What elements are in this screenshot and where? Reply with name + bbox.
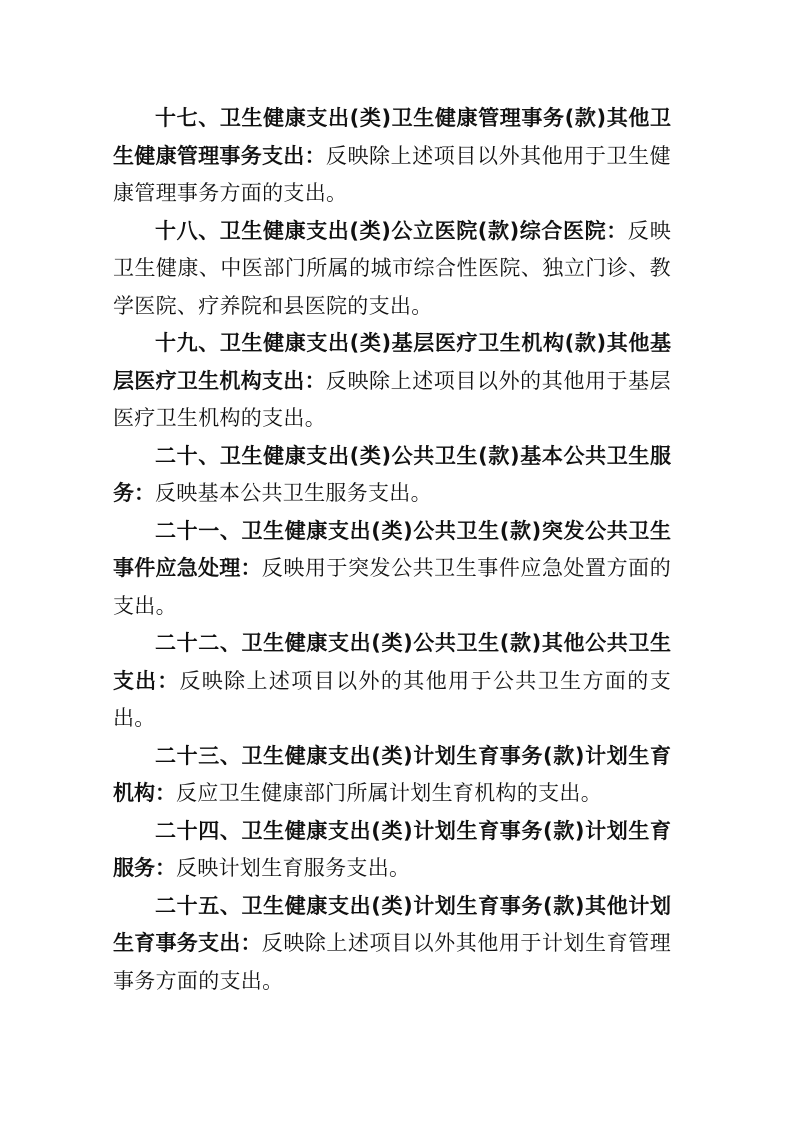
paragraph-25 (113, 888, 671, 1001)
paragraph-body: 反映除上述项目以外其他用于卫生健康管理事务方面的支出。 (113, 143, 671, 205)
paragraph-body: 反映计划生育服务支出。 (176, 856, 411, 880)
paragraph-heading: 十九、卫生健康支出(类)基层医疗卫生机构(款)其他基层医疗卫生机构支出： (113, 331, 671, 393)
paragraph-body: 反映除上述项目以外其他用于计划生育管理事务方面的支出。 (113, 931, 671, 993)
paragraph-body: 反应卫生健康部门所属计划生育机构的支出。 (176, 781, 602, 805)
paragraph-body: 反映基本公共卫生服务支出。 (155, 481, 432, 505)
paragraph-20 (113, 438, 671, 513)
paragraph-heading: 二十一、卫生健康支出(类)公共卫生(款)突发公共卫生事件应急处理： (113, 518, 671, 580)
paragraph-heading: 二十四、卫生健康支出(类)计划生育事务(款)计划生育服务： (113, 818, 671, 880)
paragraph-heading: 十七、卫生健康支出(类)卫生健康管理事务(款)其他卫生健康管理事务支出： (113, 106, 671, 168)
paragraph-heading: 二十、卫生健康支出(类)公共卫生(款)基本公共卫生服务： (113, 443, 671, 505)
paragraph-body: 反映用于突发公共卫生事件应急处置方面的支出。 (113, 556, 671, 618)
paragraph-heading: 十八、卫生健康支出(类)公立医院(款)综合医院： (155, 218, 628, 243)
document-page (113, 100, 671, 1000)
paragraph-19 (113, 325, 671, 438)
paragraph-heading: 二十二、卫生健康支出(类)公共卫生(款)其他公共卫生支出： (113, 631, 671, 693)
paragraph-body: 反映除上述项目以外的其他用于基层医疗卫生机构的支出。 (113, 368, 671, 430)
paragraph-heading: 二十五、卫生健康支出(类)计划生育事务(款)其他计划生育事务支出： (113, 893, 671, 955)
paragraph-22 (113, 625, 671, 738)
paragraph-heading: 二十三、卫生健康支出(类)计划生育事务(款)计划生育机构： (113, 743, 671, 805)
paragraph-24 (113, 813, 671, 888)
paragraph-body: 反映除上述项目以外的其他用于公共卫生方面的支出。 (113, 668, 672, 730)
paragraph-body: 反映卫生健康、中医部门所属的城市综合性医院、独立门诊、教学医院、疗养院和县医院的支出。 (113, 218, 671, 318)
paragraph-17 (113, 100, 671, 213)
paragraph-21 (113, 513, 671, 626)
paragraph-23 (113, 738, 671, 813)
paragraph-18 (113, 213, 671, 326)
